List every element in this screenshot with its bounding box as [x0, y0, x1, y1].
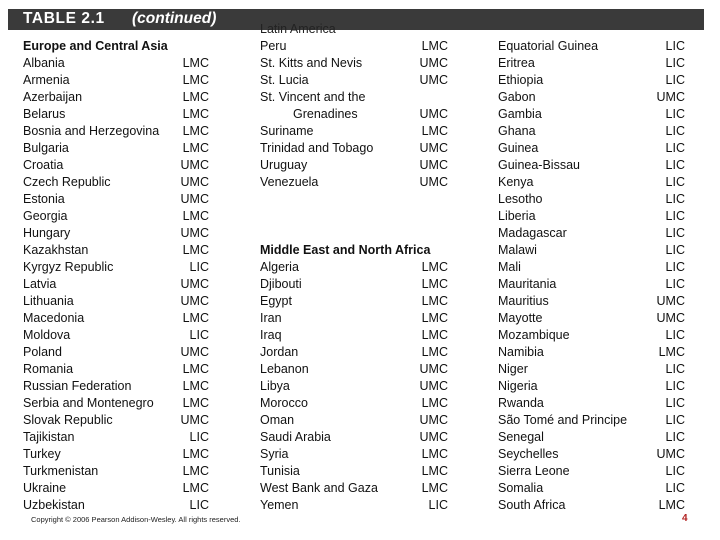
- country-name: Azerbaijan: [23, 90, 83, 104]
- country-name: Nigeria: [498, 379, 538, 393]
- income-class: LMC: [182, 464, 209, 478]
- table-row: [23, 123, 209, 140]
- country-name: Tajikistan: [23, 430, 75, 444]
- table-row: [260, 497, 448, 514]
- table-row: [498, 55, 685, 72]
- income-class: UMC: [419, 379, 448, 393]
- country-name: Venezuela: [260, 175, 319, 189]
- table-row: [260, 395, 448, 412]
- table-row: [498, 157, 685, 174]
- income-class: UMC: [419, 158, 448, 172]
- table-row: [23, 395, 209, 412]
- income-class: LIC: [665, 175, 685, 189]
- country-name: Turkmenistan: [23, 464, 99, 478]
- country-name: Poland: [23, 345, 62, 359]
- table-row: [23, 327, 209, 344]
- income-class: LIC: [665, 107, 685, 121]
- country-name: Mauritius: [498, 294, 549, 308]
- income-class: LIC: [665, 362, 685, 376]
- income-class: LMC: [421, 260, 448, 274]
- table-row: [260, 344, 448, 361]
- country-name: Gambia: [498, 107, 542, 121]
- country-name: Senegal: [498, 430, 544, 444]
- income-class: UMC: [180, 226, 209, 240]
- country-name: Somalia: [498, 481, 544, 495]
- table-row: [23, 344, 209, 361]
- table-row: [23, 225, 209, 242]
- table-row: [260, 429, 448, 446]
- income-class: LMC: [421, 277, 448, 291]
- income-class: UMC: [180, 192, 209, 206]
- income-class: LIC: [665, 260, 685, 274]
- country-name: Bulgaria: [23, 141, 69, 155]
- table-row: [260, 140, 448, 157]
- income-class: LIC: [665, 56, 685, 70]
- country-name: Iran: [260, 311, 282, 325]
- income-class: UMC: [180, 158, 209, 172]
- country-name: Mauritania: [498, 277, 557, 291]
- income-class: LIC: [665, 226, 685, 240]
- table-row: [260, 157, 448, 174]
- column-latam-mena: [260, 38, 448, 514]
- country-name: Morocco: [260, 396, 308, 410]
- cut-off-row: [260, 22, 448, 38]
- table-row: [260, 463, 448, 480]
- country-name: Ukraine: [23, 481, 67, 495]
- income-class: UMC: [419, 141, 448, 155]
- income-class: UMC: [419, 107, 448, 121]
- country-name: Jordan: [260, 345, 299, 359]
- region-heading-text: Europe and Central Asia: [23, 39, 168, 53]
- country-name: Malawi: [498, 243, 537, 257]
- table-row: [260, 208, 448, 225]
- table-row: [498, 361, 685, 378]
- table-row: [260, 89, 448, 106]
- income-class: LMC: [182, 90, 209, 104]
- income-class: LMC: [182, 209, 209, 223]
- table-row: [498, 497, 685, 514]
- table-row: [260, 123, 448, 140]
- table-row: [260, 72, 448, 89]
- country-name: Suriname: [260, 124, 314, 138]
- income-class: LMC: [421, 311, 448, 325]
- table-row: [498, 412, 685, 429]
- income-class: LMC: [421, 328, 448, 342]
- income-class: LIC: [665, 464, 685, 478]
- table-row: [23, 89, 209, 106]
- country-name: Gabon: [498, 90, 536, 104]
- table-row: [498, 446, 685, 463]
- country-name: West Bank and Gaza: [260, 481, 378, 495]
- country-name: Mali: [498, 260, 521, 274]
- table-row: [23, 446, 209, 463]
- table-row: [498, 463, 685, 480]
- country-name: South Africa: [498, 498, 566, 512]
- table-row: [260, 225, 448, 242]
- country-name: St. Kitts and Nevis: [260, 56, 363, 70]
- table-row: [498, 276, 685, 293]
- table-row: [23, 72, 209, 89]
- country-name: Bosnia and Herzegovina: [23, 124, 160, 138]
- table-row: [23, 140, 209, 157]
- income-class: LMC: [182, 243, 209, 257]
- country-name: Sierra Leone: [498, 464, 570, 478]
- income-class: LIC: [665, 73, 685, 87]
- table-row: [498, 310, 685, 327]
- income-class: LMC: [182, 379, 209, 393]
- income-class: LMC: [421, 294, 448, 308]
- income-class: LIC: [428, 498, 448, 512]
- country-name: Latvia: [23, 277, 57, 291]
- table-row: [498, 174, 685, 191]
- table-row: [260, 378, 448, 395]
- income-class: LMC: [182, 56, 209, 70]
- table-row: [23, 361, 209, 378]
- income-class: UMC: [656, 294, 685, 308]
- country-name: Eritrea: [498, 56, 535, 70]
- country-name: Uzbekistan: [23, 498, 85, 512]
- table-row: [23, 497, 209, 514]
- country-name: São Tomé and Principe: [498, 413, 628, 427]
- income-class: LMC: [421, 39, 448, 53]
- table-row: [498, 191, 685, 208]
- country-name: Mayotte: [498, 311, 543, 325]
- table-row: [260, 412, 448, 429]
- table-row: [498, 106, 685, 123]
- table-row: [23, 276, 209, 293]
- cut-off-row-text: Latin America: [260, 22, 336, 36]
- table-row: [260, 55, 448, 72]
- table-row: [23, 480, 209, 497]
- income-class: LMC: [182, 107, 209, 121]
- income-class: LMC: [182, 311, 209, 325]
- country-name: Ethiopia: [498, 73, 544, 87]
- income-class: LIC: [665, 277, 685, 291]
- income-class: LIC: [189, 328, 209, 342]
- income-class: UMC: [419, 73, 448, 87]
- table-title-bar: [8, 9, 704, 30]
- country-name: Yemen: [260, 498, 299, 512]
- table-row: [260, 191, 448, 208]
- country-name: St. Lucia: [260, 73, 309, 87]
- country-name: Kazakhstan: [23, 243, 89, 257]
- table-row: [23, 293, 209, 310]
- income-class: UMC: [419, 362, 448, 376]
- country-name: Namibia: [498, 345, 544, 359]
- country-name: Libya: [260, 379, 290, 393]
- country-name: Oman: [260, 413, 295, 427]
- column-europe-central-asia: [23, 38, 209, 514]
- country-name: Rwanda: [498, 396, 544, 410]
- country-name: Niger: [498, 362, 528, 376]
- table-row: [498, 480, 685, 497]
- country-name: Romania: [23, 362, 74, 376]
- table-row: [498, 259, 685, 276]
- page-number: 4: [682, 513, 688, 524]
- table-row: [498, 378, 685, 395]
- country-name: Moldova: [23, 328, 71, 342]
- income-class: LMC: [658, 345, 685, 359]
- country-name: Turkey: [23, 447, 61, 461]
- income-class: LMC: [182, 396, 209, 410]
- country-name: Croatia: [23, 158, 64, 172]
- country-name: Seychelles: [498, 447, 559, 461]
- continued-label: (continued): [132, 10, 217, 27]
- income-class: LMC: [182, 481, 209, 495]
- country-name: Djibouti: [260, 277, 302, 291]
- table-row: [498, 344, 685, 361]
- country-name: Estonia: [23, 192, 65, 206]
- country-name: Slovak Republic: [23, 413, 113, 427]
- country-name: Liberia: [498, 209, 536, 223]
- table-row: [260, 38, 448, 55]
- table-label: TABLE 2.1: [23, 10, 105, 27]
- table-row: [498, 89, 685, 106]
- table-row: [498, 242, 685, 259]
- country-name: Albania: [23, 56, 65, 70]
- table-row: [260, 174, 448, 191]
- country-name: Syria: [260, 447, 289, 461]
- income-class: LIC: [665, 481, 685, 495]
- region-heading: [260, 242, 448, 259]
- income-class: LIC: [665, 192, 685, 206]
- income-class: UMC: [180, 277, 209, 291]
- income-class: UMC: [419, 56, 448, 70]
- table-row: [260, 361, 448, 378]
- income-class: UMC: [656, 90, 685, 104]
- income-class: UMC: [656, 447, 685, 461]
- table-row: [498, 38, 685, 55]
- table-row: [23, 55, 209, 72]
- country-name: Lesotho: [498, 192, 543, 206]
- income-class: UMC: [419, 175, 448, 189]
- table-row: [498, 293, 685, 310]
- country-name: Armenia: [23, 73, 70, 87]
- table-row: [260, 310, 448, 327]
- region-heading-text: Middle East and North Africa: [260, 243, 431, 257]
- table-row: [23, 429, 209, 446]
- country-name: Kyrgyz Republic: [23, 260, 114, 274]
- country-name: Georgia: [23, 209, 68, 223]
- country-name: Guinea: [498, 141, 539, 155]
- table-row: [498, 395, 685, 412]
- income-class: LMC: [182, 73, 209, 87]
- income-class: UMC: [656, 311, 685, 325]
- income-class: LIC: [189, 260, 209, 274]
- country-name: Ghana: [498, 124, 536, 138]
- table-row: [23, 463, 209, 480]
- income-class: UMC: [180, 413, 209, 427]
- country-name: Iraq: [260, 328, 282, 342]
- country-name: Serbia and Montenegro: [23, 396, 154, 410]
- table-row: [23, 259, 209, 276]
- country-name: Lebanon: [260, 362, 309, 376]
- income-class: LMC: [421, 481, 448, 495]
- country-name: Czech Republic: [23, 175, 111, 189]
- country-name: Macedonia: [23, 311, 85, 325]
- income-class: LIC: [665, 209, 685, 223]
- country-name: Madagascar: [498, 226, 567, 240]
- table-row: [498, 72, 685, 89]
- table-row: [23, 191, 209, 208]
- income-class: LMC: [421, 396, 448, 410]
- table-row: [498, 225, 685, 242]
- income-class: LIC: [665, 379, 685, 393]
- table-row: [260, 106, 448, 123]
- country-name: Equatorial Guinea: [498, 39, 599, 53]
- income-class: LIC: [189, 430, 209, 444]
- country-name: Mozambique: [498, 328, 570, 342]
- table-row: [260, 446, 448, 463]
- income-class: LIC: [665, 158, 685, 172]
- income-class: LIC: [665, 413, 685, 427]
- income-class: LIC: [665, 396, 685, 410]
- country-name: Russian Federation: [23, 379, 132, 393]
- income-class: LIC: [665, 243, 685, 257]
- table-row: [23, 412, 209, 429]
- table-row: [498, 208, 685, 225]
- country-name: Grenadines: [293, 107, 358, 121]
- country-name: Hungary: [23, 226, 71, 240]
- table-row: [260, 327, 448, 344]
- income-class: LIC: [665, 39, 685, 53]
- table-row: [498, 140, 685, 157]
- income-class: LIC: [665, 430, 685, 444]
- income-class: LMC: [421, 447, 448, 461]
- income-class: LMC: [658, 498, 685, 512]
- country-name: Peru: [260, 39, 287, 53]
- table-row: [23, 208, 209, 225]
- table-row: [260, 276, 448, 293]
- table-row: [23, 174, 209, 191]
- income-class: UMC: [180, 345, 209, 359]
- income-class: LIC: [665, 124, 685, 138]
- region-heading: [23, 38, 209, 55]
- country-name: Trinidad and Tobago: [260, 141, 374, 155]
- income-class: LMC: [182, 124, 209, 138]
- table-row: [23, 310, 209, 327]
- income-class: UMC: [419, 413, 448, 427]
- table-row: [260, 259, 448, 276]
- income-class: LMC: [421, 124, 448, 138]
- table-row: [23, 242, 209, 259]
- table-row: [498, 123, 685, 140]
- income-class: LMC: [421, 345, 448, 359]
- country-name: Belarus: [23, 107, 66, 121]
- income-class: LIC: [665, 141, 685, 155]
- country-name: Lithuania: [23, 294, 74, 308]
- income-class: LIC: [189, 498, 209, 512]
- table-row: [260, 293, 448, 310]
- copyright-notice: Copyright © 2006 Pearson Addison-Wesley. All rights reserved.: [31, 515, 241, 524]
- income-class: LMC: [182, 447, 209, 461]
- country-name: Algeria: [260, 260, 299, 274]
- income-class: LMC: [182, 362, 209, 376]
- country-name: St. Vincent and the: [260, 90, 366, 104]
- country-name: Kenya: [498, 175, 534, 189]
- table-row: [23, 378, 209, 395]
- country-name: Egypt: [260, 294, 292, 308]
- income-class: UMC: [419, 430, 448, 444]
- column-sub-saharan-africa: [498, 38, 685, 514]
- country-name: Guinea-Bissau: [498, 158, 580, 172]
- country-name: Tunisia: [260, 464, 300, 478]
- income-class: LIC: [665, 328, 685, 342]
- table-row: [23, 106, 209, 123]
- country-name: Saudi Arabia: [260, 430, 331, 444]
- table-row: [260, 480, 448, 497]
- income-class: UMC: [180, 175, 209, 189]
- income-class: UMC: [180, 294, 209, 308]
- income-class: LMC: [182, 141, 209, 155]
- table-row: [498, 327, 685, 344]
- table-row: [23, 157, 209, 174]
- income-class: LMC: [421, 464, 448, 478]
- table-row: [498, 429, 685, 446]
- country-name: Uruguay: [260, 158, 308, 172]
